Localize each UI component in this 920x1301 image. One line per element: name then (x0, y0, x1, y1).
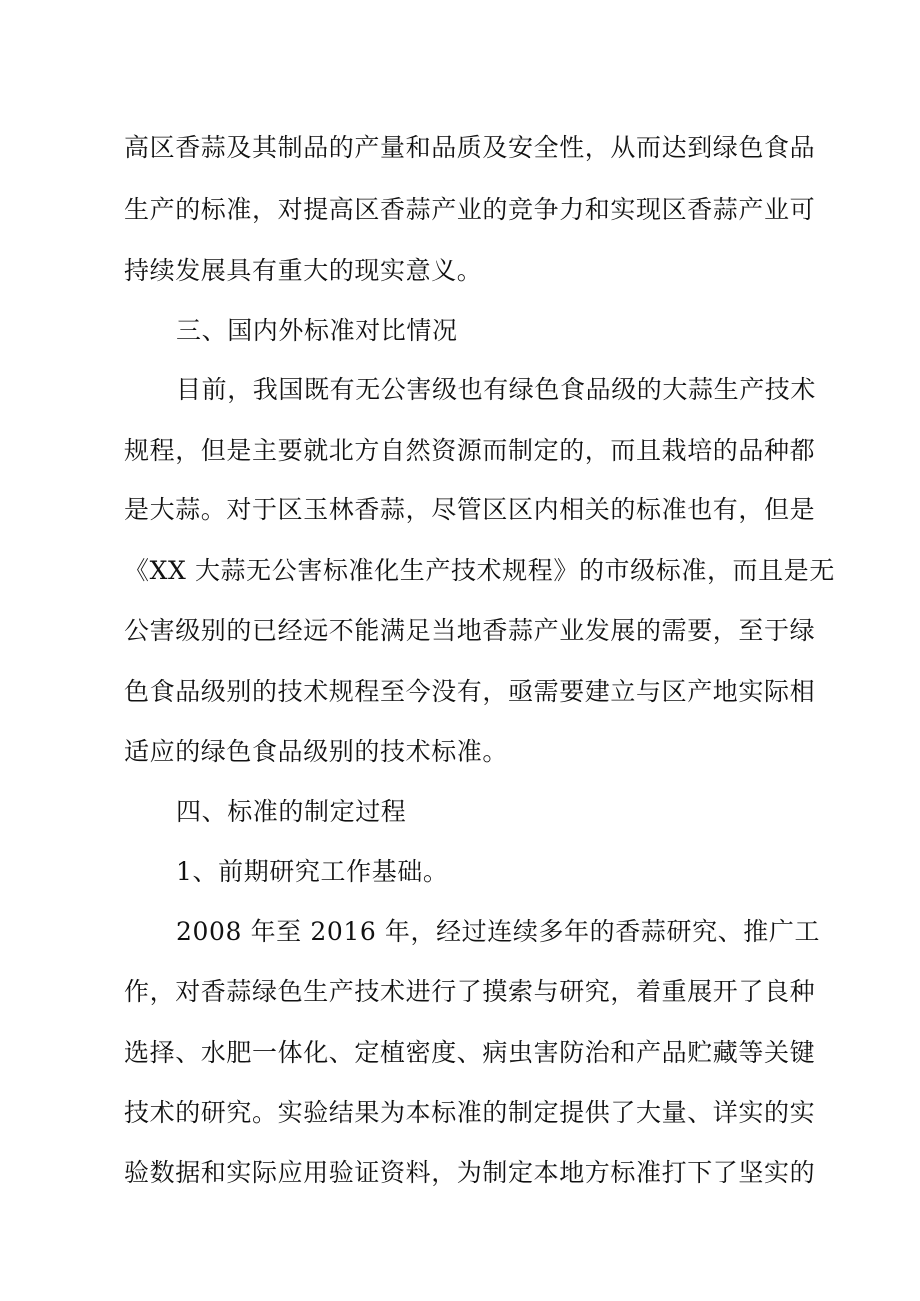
paragraph-line: 验数据和实际应用验证资料，为制定本地方标准打下了坚实的 (124, 1158, 816, 1187)
paragraph-line: 目前，我国既有无公害级也有绿色食品级的大蒜生产技术 (176, 375, 817, 404)
paragraph-line: 技术的研究。实验结果为本标准的制定提供了大量、详实的实 (124, 1098, 816, 1127)
paragraph-line: 作，对香蒜绿色生产技术进行了摸索与研究，着重展开了良种 (124, 977, 816, 1006)
subsection-heading: 1、前期研究工作基础。 (176, 857, 449, 886)
section-heading: 四、标准的制定过程 (176, 797, 407, 826)
paragraph-line: 选择、水肥一体化、定植密度、病虫害防治和产品贮藏等关键 (124, 1038, 816, 1067)
paragraph-line: 高区香蒜及其制品的产量和品质及安全性，从而达到绿色食品 (124, 133, 816, 162)
paragraph-line: 《XX 大蒜无公害标准化生产技术规程》的市级标准，而且是无 (124, 556, 835, 585)
paragraph-line: 是大蒜。对于区玉林香蒜，尽管区区内相关的标准也有，但是 (124, 495, 816, 524)
paragraph-line: 公害级别的已经远不能满足当地香蒜产业发展的需要，至于绿 (124, 616, 816, 645)
paragraph-line: 规程，但是主要就北方自然资源而制定的，而且栽培的品种都 (124, 436, 816, 465)
paragraph-line: 持续发展具有重大的现实意义。 (124, 256, 483, 285)
paragraph-line: 生产的标准，对提高区香蒜产业的竞争力和实现区香蒜产业可 (124, 195, 816, 224)
section-heading: 三、国内外标准对比情况 (176, 316, 458, 345)
paragraph-line: 色食品级别的技术规程至今没有，亟需要建立与区产地实际相 (124, 677, 816, 706)
paragraph-line: 适应的绿色食品级别的技术标准。 (124, 737, 509, 766)
paragraph-line: 2008 年至 2016 年，经过连续多年的香蒜研究、推广工 (176, 917, 821, 946)
